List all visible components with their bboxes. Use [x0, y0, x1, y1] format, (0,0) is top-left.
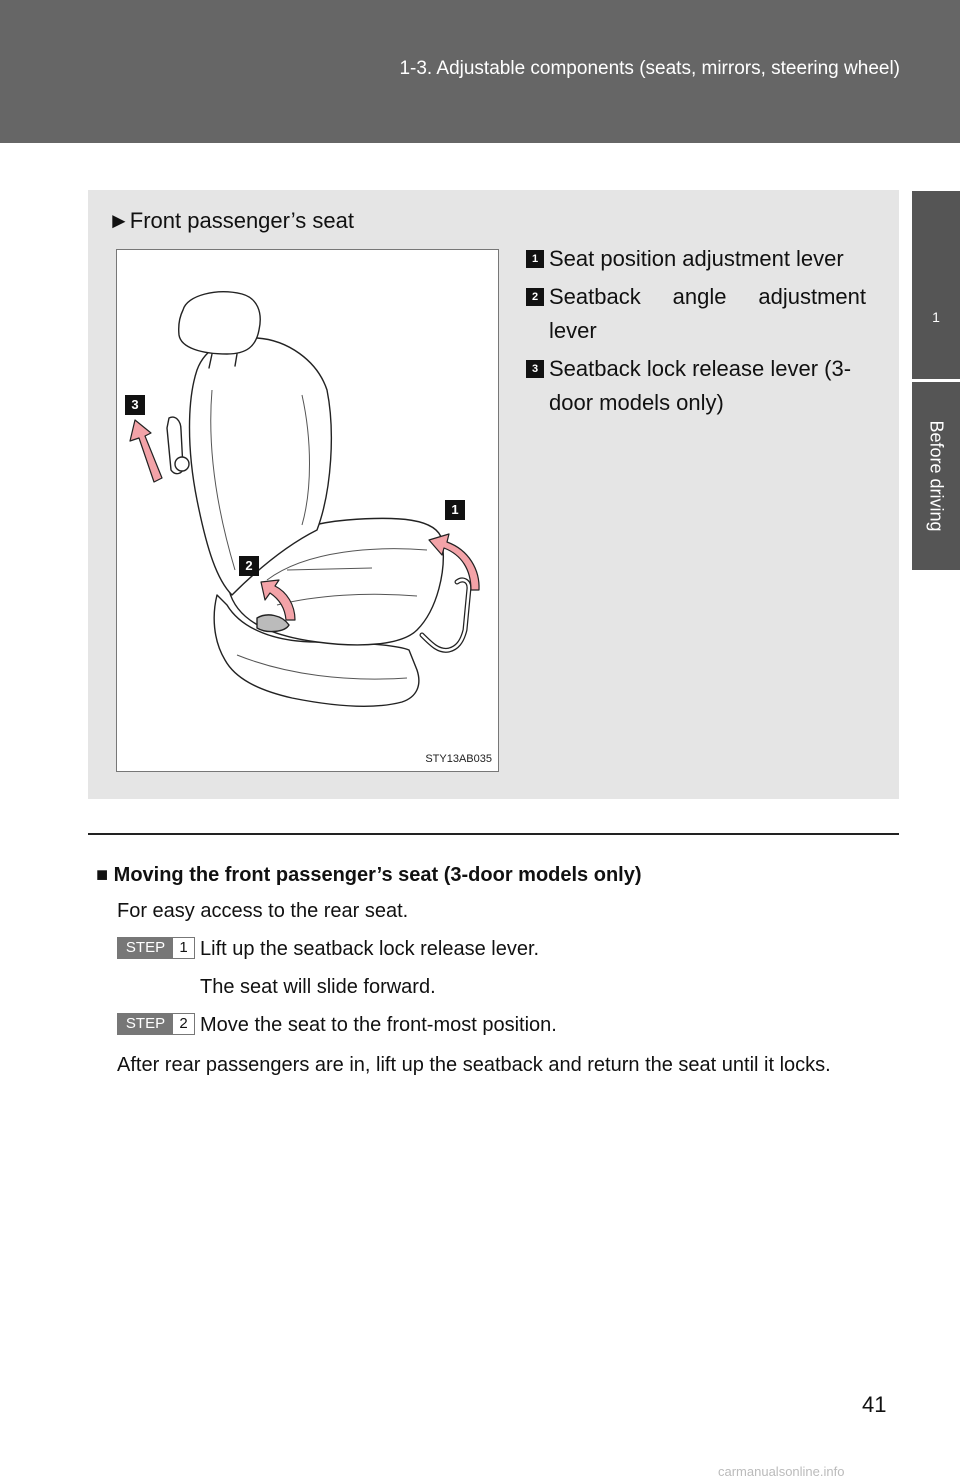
legend-item [526, 242, 866, 276]
callout-1: 1 [445, 500, 465, 520]
page-number: 41 [862, 1392, 887, 1417]
step-1 [117, 936, 896, 962]
callout-2: 2 [239, 556, 259, 576]
side-tab-label-text: Before driving [926, 420, 947, 532]
seat-illustration [116, 249, 499, 772]
page-header [0, 0, 960, 143]
legend-item [526, 280, 866, 348]
legend-text: Seatback lock release lever (3-door models only) [549, 356, 852, 415]
header-title: 1-3. Adjustable components (seats, mirrors, steering wheel) [399, 58, 900, 79]
section-divider [88, 833, 899, 835]
heading-text: Moving the front passenger’s seat (3-door models only) [113, 864, 642, 886]
step-number: 2 [179, 1014, 188, 1032]
step-text: Move the seat to the front-most position. [200, 1014, 557, 1036]
illustration-panel [88, 190, 899, 799]
headrest [179, 292, 260, 354]
legend-badge: 3 [526, 360, 544, 378]
step-label: STEP [118, 1014, 173, 1034]
legend-badge: 1 [526, 250, 544, 268]
arrow-lock-release [130, 420, 162, 482]
lever-knob [175, 457, 189, 471]
side-tab-label [912, 382, 960, 570]
instructions-section [96, 862, 896, 1080]
section-closing: After rear passengers are in, lift up the seatback and return the seat until it locks. [117, 1054, 831, 1076]
legend-badge: 2 [526, 288, 544, 306]
figure-code: STY13AB035 [425, 753, 492, 765]
side-tab-number-text: 1 [932, 309, 940, 325]
step-note: The seat will slide forward. [200, 976, 436, 998]
section-heading [96, 862, 896, 888]
step-badge [117, 937, 195, 959]
step-2 [117, 1012, 896, 1038]
watermark: carmanualsonline.info [718, 1464, 845, 1479]
legend-item [526, 352, 866, 420]
legend [526, 242, 866, 424]
seat-drawing [117, 250, 498, 771]
step-badge [117, 1013, 195, 1035]
section-intro: For easy access to the rear seat. [117, 900, 409, 922]
step-text: Lift up the seatback lock release lever. [200, 938, 540, 960]
heading-bullet: ■ [96, 864, 109, 886]
side-tab-number [912, 191, 960, 379]
step-number: 1 [179, 938, 188, 956]
step-label: STEP [118, 938, 173, 958]
legend-text: Seat position adjustment lever [549, 246, 844, 271]
panel-title: ►Front passenger’s seat [108, 208, 354, 233]
legend-text: Seatback angle adjustment lever [549, 284, 866, 343]
callout-3: 3 [125, 395, 145, 415]
